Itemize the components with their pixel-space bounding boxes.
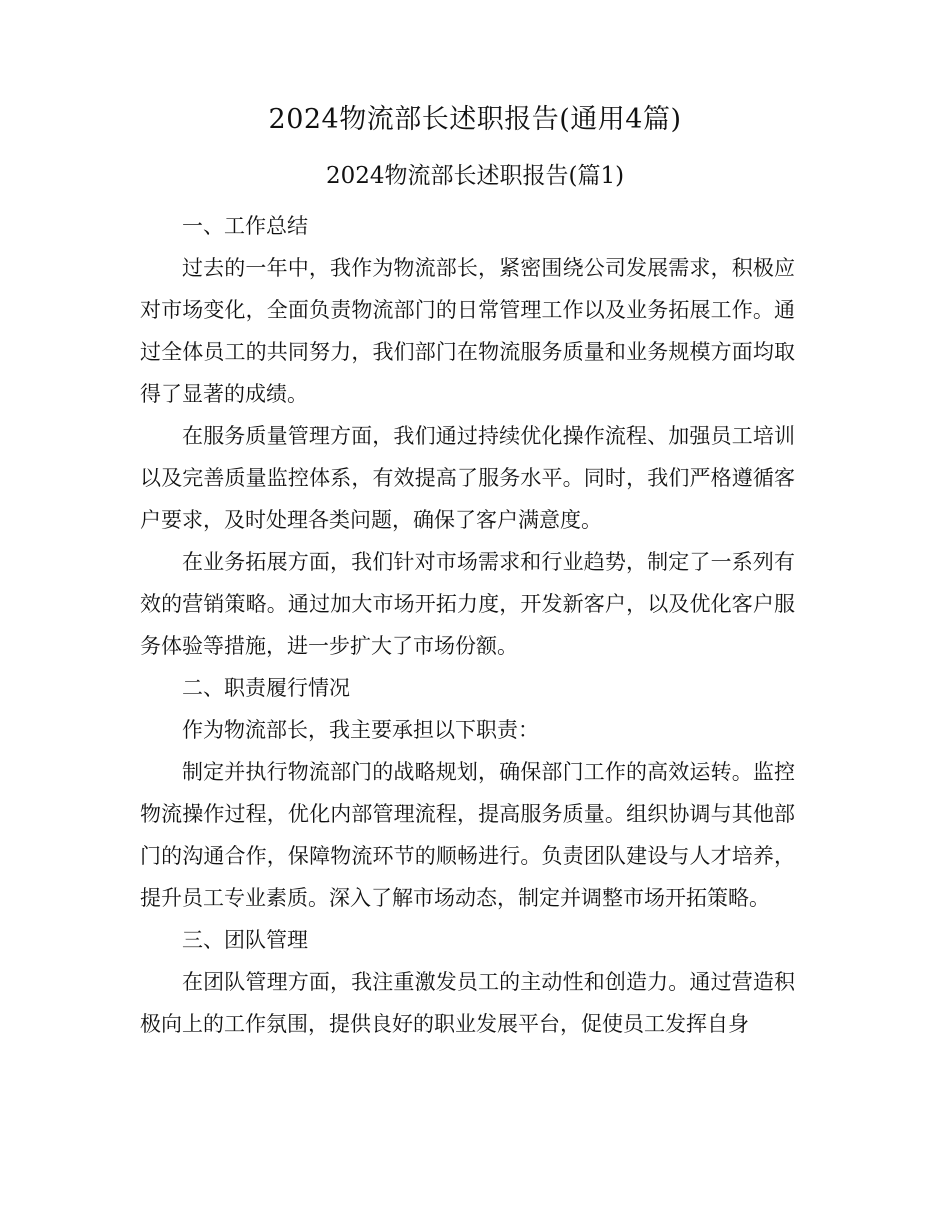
paragraph: 在服务质量管理方面，我们通过持续优化操作流程、加强员工培训以及完善质量监控体系，有效提高了服务水平。同时，我们严格遵循客户要求，及时处理各类问题，确保了客户满意度。	[140, 424, 795, 532]
document-subtitle: 2024物流部长述职报告(篇1)	[325, 163, 625, 189]
paragraph: 制定并执行物流部门的战略规划，确保部门工作的高效运转。监控物流操作过程，优化内部管理流程，提高服务质量。组织协调与其他部门的沟通合作，保障物流环节的顺畅进行。负责团队建设与人才培养，提升员工专业素质。深入了解市场动态，制定并调整市场开拓策略。	[140, 760, 795, 910]
document-body	[140, 205, 795, 1045]
section-heading-work-summary: 一、工作总结	[182, 214, 308, 238]
document-title: 2024物流部长述职报告(通用4篇)	[268, 104, 682, 135]
paragraph: 作为物流部长，我主要承担以下职责：	[182, 718, 539, 742]
section-heading-duties: 二、职责履行情况	[182, 676, 350, 700]
section-heading-team-management: 三、团队管理	[182, 928, 308, 952]
paragraph: 在团队管理方面，我注重激发员工的主动性和创造力。通过营造积极向上的工作氛围，提供良好的职业发展平台，促使员工发挥自身	[140, 970, 795, 1036]
paragraph: 过去的一年中，我作为物流部长，紧密围绕公司发展需求，积极应对市场变化，全面负责物流部门的日常管理工作以及业务拓展工作。通过全体员工的共同努力，我们部门在物流服务质量和业务规模方面均取得了显著的成绩。	[140, 256, 795, 406]
paragraph: 在业务拓展方面，我们针对市场需求和行业趋势，制定了一系列有效的营销策略。通过加大市场开拓力度，开发新客户，以及优化客户服务体验等措施，进一步扩大了市场份额。	[140, 550, 795, 658]
